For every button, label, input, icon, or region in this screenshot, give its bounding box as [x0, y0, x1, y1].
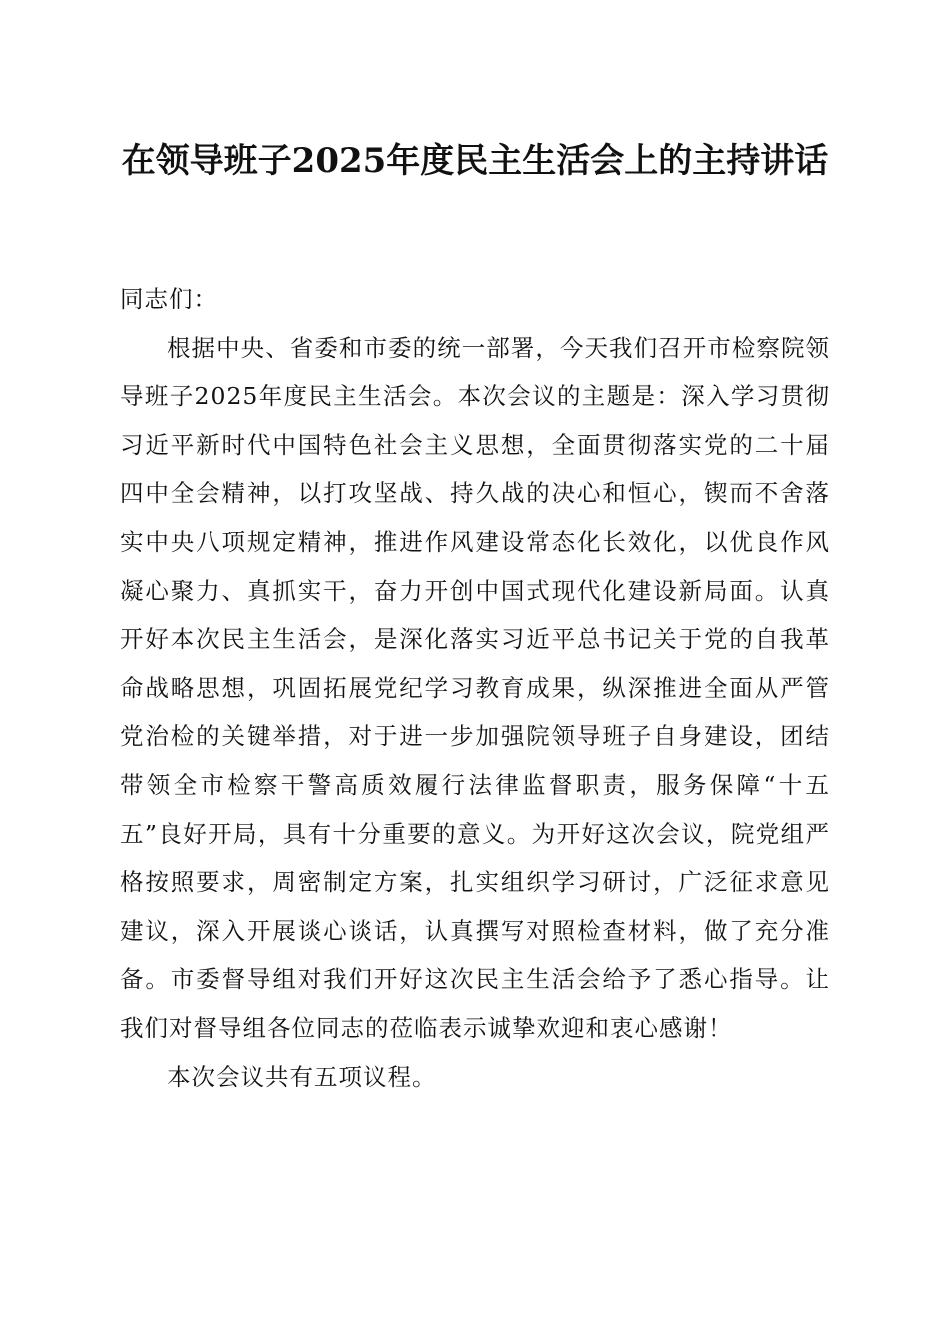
document-title: 在领导班子2025年度民主生活会上的主持讲话	[121, 141, 829, 181]
paragraph-opening: 根据中央、省委和市委的统一部署，今天我们召开市检察院领导班子2025年度民主生活会。本次会议的主题是：深入学习贯彻习近平新时代中国特色社会主义思想，全面贯彻落实党的二十届四中全会精神，以打攻坚战、持久战的决心和恒心，锲而不舍落实中央八项规定精神，推进作风建设常态化长效化，以优良作风凝心聚力、真抓实干，奋力开创中国式现代化建设新局面。认真开好本次民主生活会，是深化落实习近平总书记关于党的自我革命战略思想，巩固拓展党纪学习教育成果，纵深推进全面从严管党治检的关键举措，对于进一步加强院领导班子自身建设，团结带领全市检察干警高质效履行法律监督职责，服务保障“十五五”良好开局，具有十分重要的意义。为开好这次会议，院党组严格按照要求，周密制定方案，扎实组织学习研讨，广泛征求意见建议，深入开展谈心谈话，认真撰写对照检查材料，做了充分准备。市委督导组对我们开好这次民主生活会给予了悉心指导。让我们对督导组各位同志的莅临表示诚挚欢迎和衷心感谢！	[120, 333, 830, 1042]
salutation: 同志们：	[120, 285, 218, 313]
paragraph-agenda: 本次会议共有五项议程。	[167, 1062, 437, 1091]
document-body	[120, 275, 830, 1101]
